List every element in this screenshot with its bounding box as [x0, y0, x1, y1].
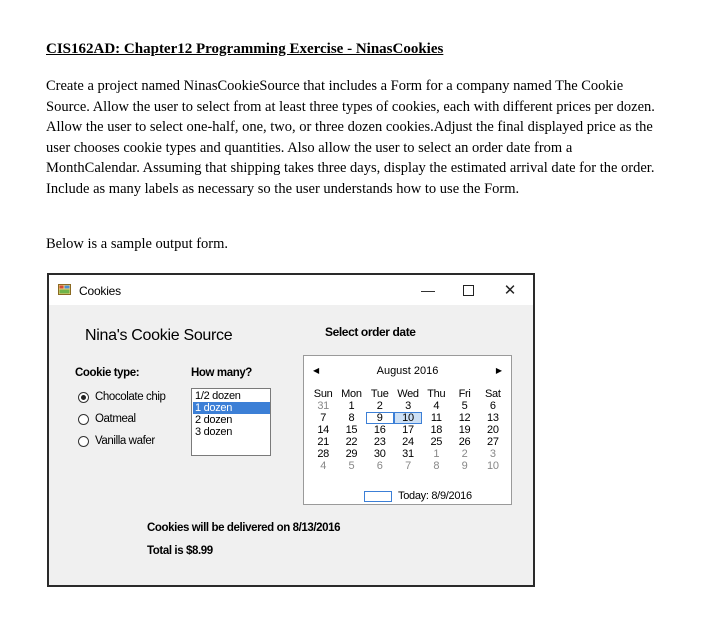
calendar-day[interactable]: 23 [373, 436, 386, 448]
calendar-day[interactable]: 4 [320, 460, 327, 472]
calendar-day[interactable]: 3 [405, 400, 411, 412]
calendar-week-row [309, 424, 507, 436]
calendar-day[interactable]: 24 [402, 436, 414, 448]
calendar-day[interactable]: 5 [461, 400, 468, 412]
day-name: Wed [397, 388, 419, 400]
sample-caption: Below is a sample output form. [46, 236, 229, 252]
calendar-day[interactable]: 13 [487, 412, 499, 424]
day-name: Tue [370, 388, 389, 400]
cookie-type-label: Cookie type: [75, 367, 140, 379]
calendar-day[interactable]: 6 [489, 400, 496, 412]
calendar-day[interactable]: 8 [348, 412, 355, 424]
calendar-week-row [309, 448, 507, 460]
page-heading: CIS162AD: Chapter12 Programming Exercise - NinasCookies [46, 41, 444, 57]
calendar-week-row [309, 400, 507, 412]
select-date-label: Select order date [325, 325, 416, 339]
today-label: Today: 8/9/2016 [398, 490, 472, 502]
calendar-day[interactable]: 26 [458, 436, 471, 448]
how-many-label: How many? [191, 367, 252, 379]
chevron-right-icon[interactable]: ▶ [495, 366, 502, 375]
calendar-day[interactable]: 11 [430, 412, 442, 424]
list-item[interactable]: 2 dozen [195, 414, 233, 426]
calendar-day[interactable]: 16 [373, 424, 386, 436]
day-name: Mon [341, 388, 362, 400]
calendar-day[interactable]: 9 [366, 412, 394, 424]
list-item[interactable]: 1/2 dozen [195, 390, 241, 402]
day-name: Fri [458, 388, 471, 400]
radio-label: Vanilla wafer [95, 435, 155, 447]
close-icon: ✕ [503, 282, 517, 299]
calendar-week-row [309, 460, 507, 472]
today-marker [364, 491, 392, 502]
day-name: Sat [485, 388, 501, 400]
calendar-day[interactable]: 7 [320, 412, 327, 424]
month-calendar[interactable] [303, 355, 512, 505]
window-title: Cookies [79, 284, 121, 298]
radio-oatmeal[interactable] [78, 413, 136, 425]
cookies-window [47, 273, 535, 587]
calendar-week-row [309, 412, 507, 424]
calendar-day[interactable]: 1 [433, 448, 440, 460]
calendar-day[interactable]: 15 [345, 424, 358, 436]
calendar-week-row [309, 436, 507, 448]
calendar-day[interactable]: 20 [487, 424, 499, 436]
close-button[interactable] [491, 277, 529, 303]
calendar-day[interactable]: 4 [433, 400, 440, 412]
calendar-day[interactable]: 30 [373, 448, 386, 460]
calendar-month[interactable]: August 2016 [376, 365, 439, 377]
today-link[interactable] [364, 490, 472, 502]
radio-button[interactable] [78, 414, 89, 425]
calendar-day[interactable]: 9 [461, 460, 468, 472]
total-label: Total is $8.99 [147, 545, 213, 557]
calendar-day[interactable]: 2 [461, 448, 468, 460]
calendar-day[interactable]: 12 [458, 412, 471, 424]
day-name: Thu [427, 388, 446, 400]
calendar-day[interactable]: 31 [402, 448, 414, 460]
radio-button[interactable] [78, 436, 89, 447]
delivery-label: Cookies will be delivered on 8/13/2016 [147, 522, 341, 534]
maximize-button[interactable] [449, 277, 487, 303]
radio-label: Oatmeal [95, 413, 136, 425]
chevron-left-icon[interactable]: ◀ [313, 366, 320, 375]
windows-form-icon [58, 284, 71, 295]
calendar-day[interactable]: 5 [348, 460, 355, 472]
calendar-day[interactable]: 28 [317, 448, 329, 460]
calendar-header [304, 365, 511, 379]
maximize-icon [463, 285, 474, 296]
calendar-day[interactable]: 22 [345, 436, 358, 448]
calendar-day[interactable]: 10 [487, 460, 499, 472]
minimize-button[interactable] [409, 277, 447, 303]
quantity-listbox[interactable] [191, 388, 271, 456]
calendar-day[interactable]: 10 [394, 412, 422, 424]
company-label: Nina's Cookie Source [85, 327, 233, 344]
instructions [46, 76, 666, 200]
radio-chocolate-chip[interactable] [78, 391, 165, 403]
radio-button[interactable] [78, 392, 89, 403]
list-item[interactable]: 3 dozen [195, 426, 233, 438]
calendar-day[interactable]: 27 [487, 436, 499, 448]
calendar-day[interactable]: 29 [345, 448, 358, 460]
list-item[interactable]: 1 dozen [193, 402, 270, 414]
instructions-text: Create a project named NinasCookieSource that includes a Form for a company named The Cookie Source. Allow the user to select from at least three types of cookies, each with different prices per dozen. Allow the user to select one-half, one, two, or three dozen cookies.Adjust the final displayed price as the user chooses cookie types and quantities. Also allow the user to select an order date from a MonthCalendar. Assuming that shipping takes three days, display the estimated arrival date for the order. Include as many labels as necessary so the user understands how to use the Form. [46, 78, 655, 197]
calendar-day[interactable]: 25 [430, 436, 443, 448]
calendar-day[interactable]: 31 [317, 400, 329, 412]
calendar-day[interactable]: 7 [405, 460, 411, 472]
radio-vanilla-wafer[interactable] [78, 435, 155, 447]
calendar-grid [309, 388, 507, 472]
calendar-day[interactable]: 2 [376, 400, 383, 412]
calendar-day[interactable]: 1 [348, 400, 355, 412]
calendar-day[interactable]: 6 [376, 460, 383, 472]
calendar-day[interactable]: 19 [458, 424, 471, 436]
minimize-icon: — [421, 282, 435, 298]
title-bar[interactable] [49, 275, 533, 305]
calendar-day[interactable]: 17 [402, 424, 414, 436]
calendar-day[interactable]: 3 [489, 448, 496, 460]
radio-label: Chocolate chip [95, 391, 166, 403]
day-name: Sun [313, 388, 333, 400]
calendar-day[interactable]: 21 [317, 436, 329, 448]
calendar-day-header-row [309, 388, 507, 400]
calendar-day[interactable]: 14 [317, 424, 329, 436]
calendar-day[interactable]: 18 [430, 424, 443, 436]
calendar-day[interactable]: 8 [433, 460, 440, 472]
